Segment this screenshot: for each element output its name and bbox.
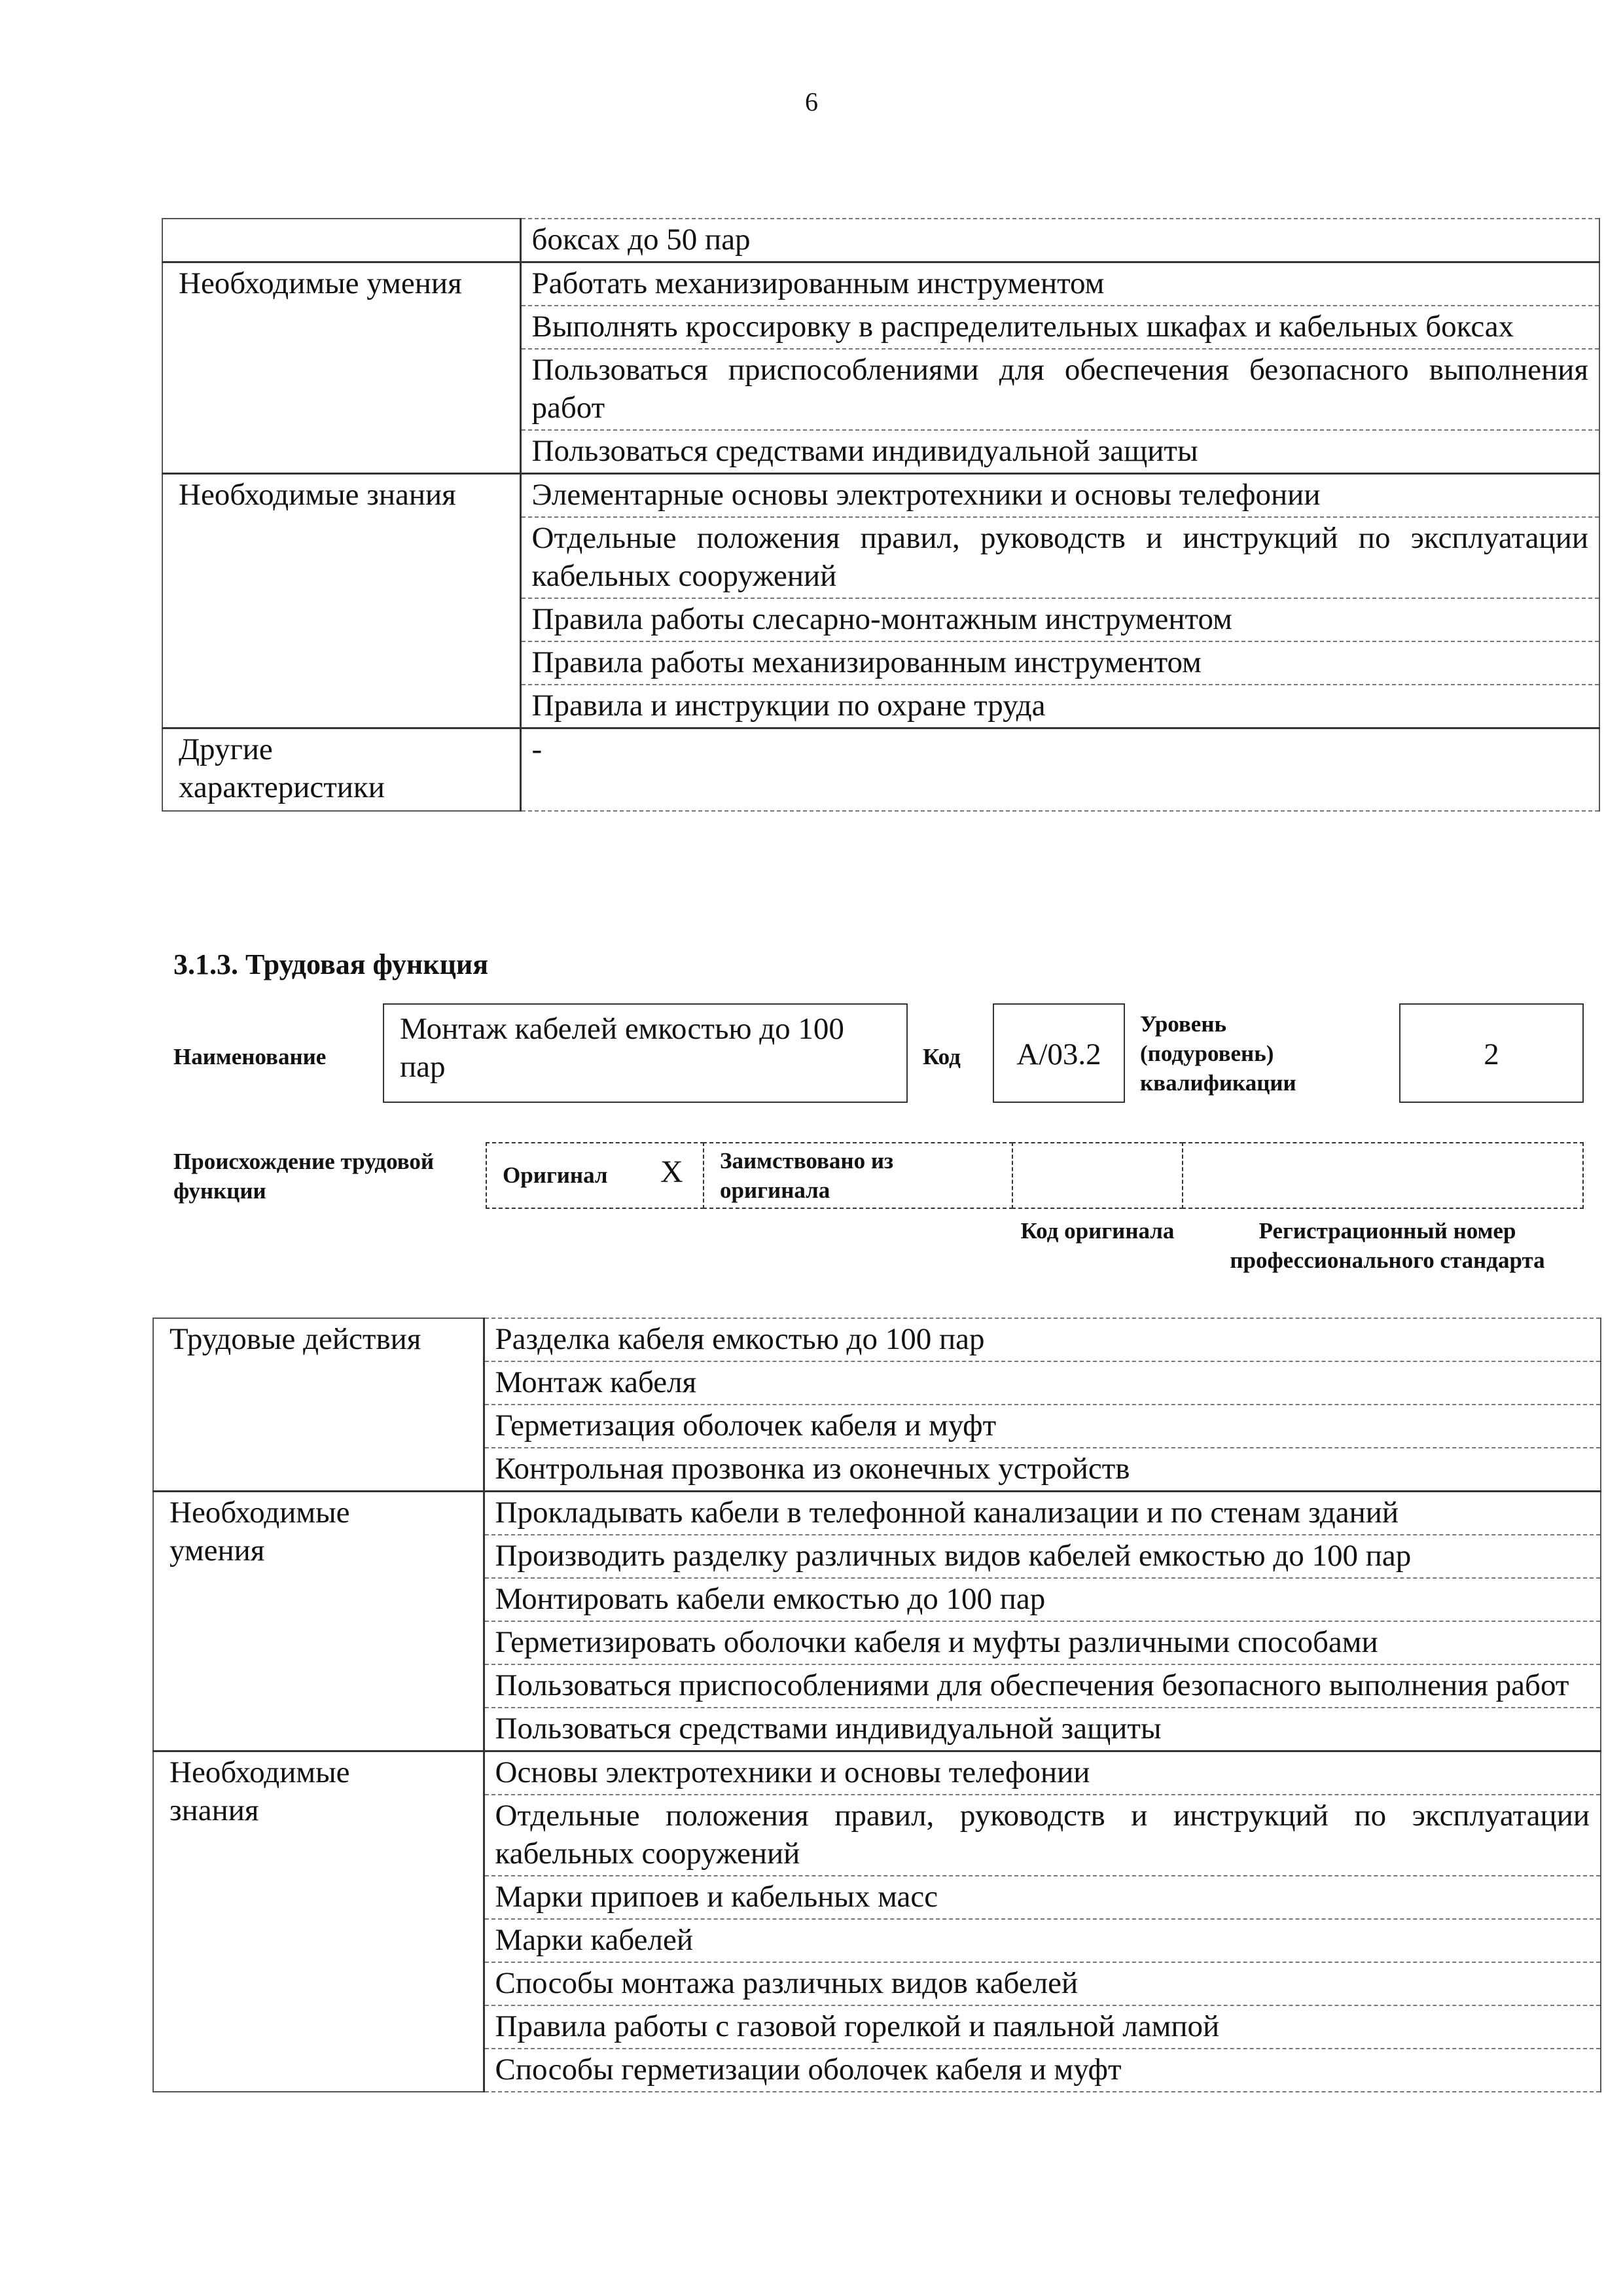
table-label-skills — [153, 1492, 484, 1751]
code-label: Код — [923, 1044, 961, 1069]
level-label: Уровень (подуровень) квалификации — [1140, 1011, 1296, 1096]
table-cell: Отдельные положения правил, руководств и инструкций по эксплуатации кабельных сооружений — [484, 1795, 1601, 1876]
table-cell: Разделка кабеля емкостью до 100 пар — [484, 1318, 1601, 1361]
level-value-box — [1399, 1003, 1584, 1103]
table-cell: Герметизация оболочек кабеля и муфт — [484, 1405, 1601, 1448]
code-value-box — [993, 1003, 1125, 1103]
table-cell: Монтаж кабеля — [484, 1361, 1601, 1405]
table-cell: Элементарные основы электротехники и основы телефонии — [520, 474, 1599, 518]
level-value: 2 — [1484, 1037, 1499, 1071]
table-cell: Марки припоев и кабельных масс — [484, 1876, 1601, 1919]
table-cell: Способы герметизации оболочек кабеля и муфт — [484, 2049, 1601, 2092]
table-cell: Правила работы с газовой горелкой и паяльной лампой — [484, 2005, 1601, 2049]
table-cell: Пользоваться приспособлениями для обеспечения безопасного выполнения работ — [484, 1664, 1601, 1708]
table-label-line: умения — [169, 1534, 265, 1568]
name-label: Наименование — [173, 1044, 327, 1069]
table-cell: Основы электротехники и основы телефонии — [484, 1751, 1601, 1795]
section-title: 3.1.3. Трудовая функция — [173, 948, 489, 980]
table-label-line: характеристики — [179, 770, 385, 804]
table-cell: Способы монтажа различных видов кабелей — [484, 1962, 1601, 2005]
table-cell: Прокладывать кабели в телефонной канализации и по стенам зданий — [484, 1492, 1601, 1535]
table-label-skills: Необходимые умения — [162, 262, 520, 474]
table-cell: Правила работы механизированным инструментом — [520, 641, 1599, 685]
table-cell: боксах до 50 пар — [520, 219, 1599, 262]
table-cell: Выполнять кроссировку в распределительных шкафах и кабельных боксах — [520, 306, 1599, 349]
table-label-line: Необходимые — [169, 1755, 350, 1789]
table-label-knowledge — [153, 1751, 484, 2092]
reg-number-cell — [1182, 1142, 1584, 1209]
original-label: Оригинал — [503, 1162, 608, 1188]
table-label-line: знания — [169, 1793, 259, 1827]
table-label-empty — [162, 219, 520, 262]
borrowed-cell — [703, 1142, 1013, 1209]
name-value: Монтаж кабелей емкостью до 100 пар — [400, 1012, 844, 1084]
table-label-other — [162, 728, 520, 812]
name-value-box — [383, 1003, 908, 1103]
table-cell: Монтировать кабели емкостью до 100 пар — [484, 1578, 1601, 1621]
original-cell — [486, 1142, 704, 1209]
labor-function-table — [152, 1318, 1601, 2092]
reg-number-caption: Регистрационный номер профессионального стандарта — [1230, 1218, 1545, 1273]
page-number: 6 — [805, 87, 818, 117]
table-cell: Пользоваться средствами индивидуальной защиты — [520, 430, 1599, 474]
code-original-caption: Код оригинала — [1020, 1218, 1175, 1244]
table-cell: Пользоваться средствами индивидуальной защиты — [484, 1708, 1601, 1751]
table-cell: Работать механизированным инструментом — [520, 262, 1599, 306]
table-cell: Правила работы слесарно-монтажным инструментом — [520, 598, 1599, 641]
table-cell: Контрольная прозвонка из оконечных устройств — [484, 1448, 1601, 1492]
origin-label: Происхождение трудовой функции — [173, 1149, 435, 1204]
skills-knowledge-table-continued — [162, 218, 1600, 812]
code-value: А/03.2 — [1016, 1037, 1101, 1071]
code-original-cell — [1012, 1142, 1183, 1209]
table-cell: Правила и инструкции по охране труда — [520, 685, 1599, 728]
borrowed-label: Заимствовано из оригинала — [720, 1148, 894, 1203]
table-cell: Производить разделку различных видов кабелей емкостью до 100 пар — [484, 1535, 1601, 1578]
table-cell: Герметизировать оболочки кабеля и муфты различными способами — [484, 1621, 1601, 1664]
original-mark: X — [660, 1155, 683, 1189]
table-label-line: Другие — [179, 732, 273, 766]
table-cell: - — [520, 728, 1599, 812]
table-label-knowledge: Необходимые знания — [162, 474, 520, 728]
table-cell: Пользоваться приспособлениями для обеспечения безопасного выполнения работ — [520, 349, 1599, 430]
table-label-line: Необходимые — [169, 1496, 350, 1530]
table-label-actions: Трудовые действия — [153, 1318, 484, 1492]
table-cell: Отдельные положения правил, руководств и инструкций по эксплуатации кабельных сооружений — [520, 517, 1599, 598]
table-cell: Марки кабелей — [484, 1919, 1601, 1962]
